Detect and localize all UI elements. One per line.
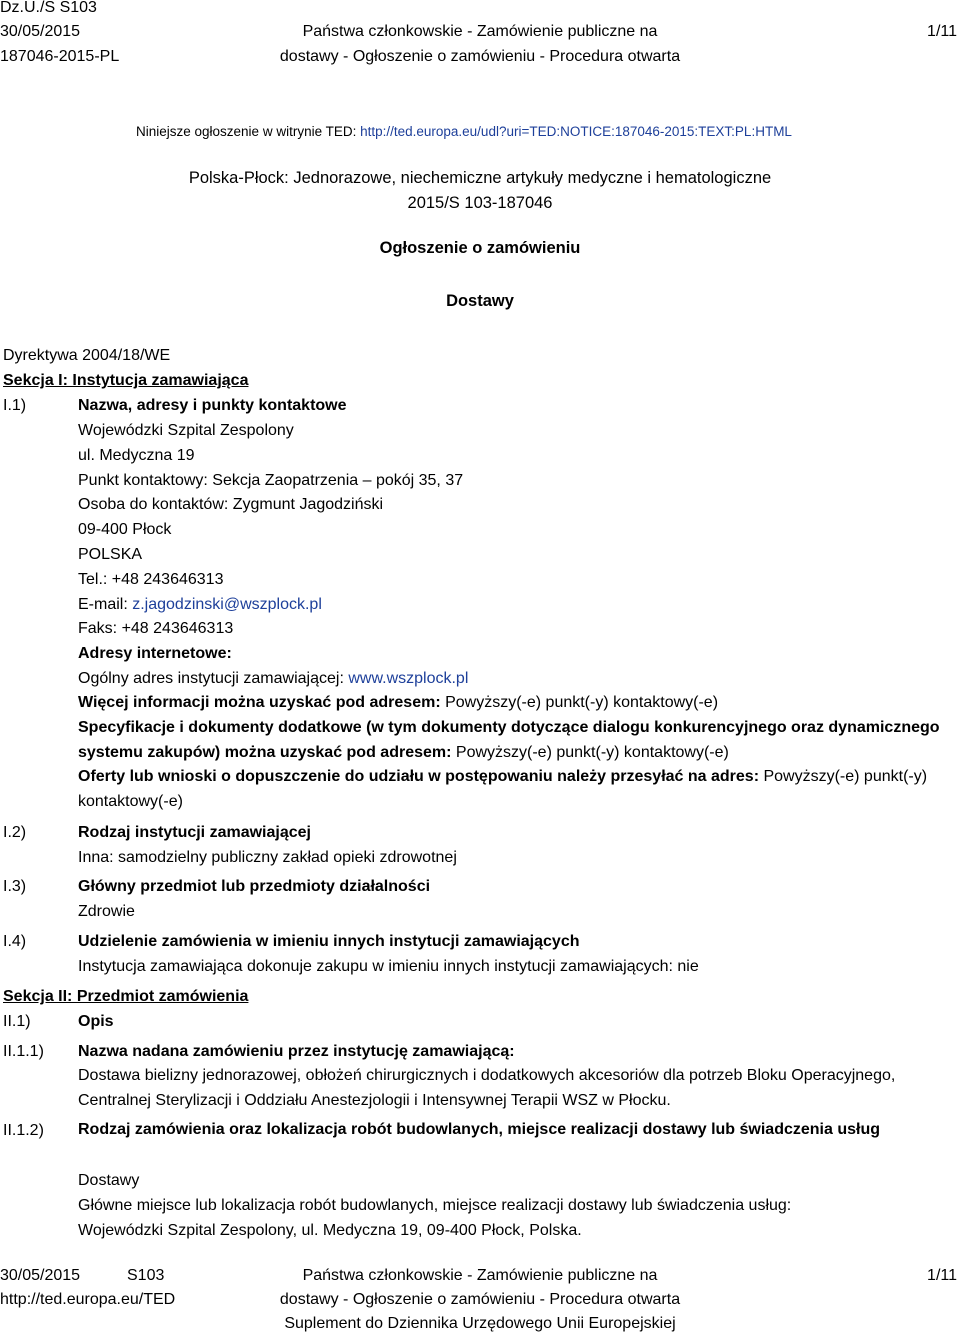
section-i4-title: Udzielenie zamówienia w imieniu innych instytucji zamawiających: [78, 933, 580, 950]
section-ii11-number: II.1.1): [3, 1043, 44, 1060]
offers-value: Powyższy(-e) punkt(-y) kontaktowy(-e): [78, 768, 928, 810]
directive: Dyrektywa 2004/18/WE: [3, 347, 171, 364]
section-i3-title: Główny przedmiot lub przedmioty działalności: [78, 878, 431, 895]
footer-page: 1/11: [927, 1267, 957, 1284]
footer-title-line1: Państwa członkowskie - Zamówienie publiczne na: [302, 1267, 658, 1284]
specs-label: Specyfikacje i dokumenty dodatkowe (w tym dokumenty dotyczące dialogu konkurencyjnego oraz dynamicznego systemu zakupów) można uzyskać pod adresem:: [78, 719, 940, 761]
general-address-line: [78, 669, 468, 688]
section-i4-number: I.4): [3, 933, 27, 950]
specs-info: [78, 716, 950, 765]
postal-code: 09-400 Płock: [78, 521, 172, 538]
ted-notice-link[interactable]: http://ted.europa.eu/udl?uri=TED:NOTICE:187046-2015:TEXT:PL:HTML: [360, 124, 792, 139]
section-i2-title: Rodzaj instytucji zamawiającej: [78, 824, 311, 841]
more-info-value: Powyższy(-e) punkt(-y) kontaktowy(-e): [440, 694, 719, 711]
section-ii1-number: II.1): [3, 1013, 31, 1030]
telephone: Tel.: +48 243646313: [78, 571, 224, 588]
footer-title-line3: Suplement do Dziennika Urzędowego Unii Europejskiej: [284, 1315, 676, 1332]
general-address-label: Ogólny adres instytucji zamawiającej:: [78, 670, 349, 687]
fax: Faks: +48 243646313: [78, 620, 234, 637]
section-1-heading: Sekcja I: Instytucja zamawiająca: [3, 372, 249, 389]
org-name: Wojewódzki Szpital Zespolony: [78, 422, 294, 439]
email-line: [78, 595, 322, 614]
section-ii12-place-label: Główne miejsce lub lokalizacja robót budowlanych, miejsce realizacji dostawy lub świadczenia usług:: [78, 1197, 792, 1214]
header-page: 1/11: [927, 23, 957, 40]
section-i3-number: I.3): [3, 878, 27, 895]
notice-number: 2015/S 103-187046: [407, 194, 553, 212]
section-i4-value: Instytucja zamawiająca dokonuje zakupu w imieniu innych instytucji zamawiających: nie: [78, 958, 699, 975]
header-notice-ref: 187046-2015-PL: [0, 48, 120, 65]
org-street: ul. Medyczna 19: [78, 447, 195, 464]
header-title-line1: Państwa członkowskie - Zamówienie publiczne na: [302, 23, 658, 40]
offers-label: Oferty lub wnioski o dopuszczenie do udziału w postępowaniu należy przesyłać na adres:: [78, 768, 760, 785]
section-2-heading: Sekcja II: Przedmiot zamówienia: [3, 988, 249, 1005]
contact-person: Osoba do kontaktów: Zygmunt Jagodziński: [78, 496, 384, 513]
section-ii12-number: II.1.2): [3, 1122, 44, 1139]
section-i2-number: I.2): [3, 824, 27, 841]
notice-title: Polska-Płock: Jednorazowe, niechemiczne artykuły medyczne i hematologiczne: [188, 169, 772, 187]
section-ii12-place-value: Wojewódzki Szpital Zespolony, ul. Medyczna 19, 09-400 Płock, Polska.: [78, 1222, 582, 1239]
internet-addresses-label: Adresy internetowe:: [78, 645, 232, 662]
offers-info: [78, 765, 950, 814]
email-label: E-mail:: [78, 596, 133, 613]
header-journal: Dz.U./S S103: [0, 0, 97, 16]
more-info-label: Więcej informacji można uzyskać pod adresem:: [78, 694, 441, 711]
footer-url: http://ted.europa.eu/TED: [0, 1291, 176, 1308]
section-ii12-value: Dostawy: [78, 1172, 140, 1189]
footer-journal: S103: [127, 1267, 165, 1284]
section-i2-value: Inna: samodzielny publiczny zakład opieki zdrowotnej: [78, 849, 457, 866]
section-i1-title: Nazwa, adresy i punkty kontaktowe: [78, 397, 347, 414]
section-ii11-value: Dostawa bielizny jednorazowej, obłożeń chirurgicznych i dodatkowych akcesoriów dla potrzeb Bloku Operacyjnego, Centralnej Sterylizacji i Oddziału Anestezjologii i Intensywnej Terapii WSZ w Płocku.: [78, 1067, 896, 1109]
contract-type: Dostawy: [446, 292, 514, 310]
header-date: 30/05/2015: [0, 23, 81, 40]
section-ii11-title: Nazwa nadana zamówieniu przez instytucję zamawiającą:: [78, 1043, 515, 1060]
footer-title-line2: dostawy - Ogłoszenie o zamówieniu - Procedura otwarta: [279, 1291, 681, 1308]
section-i3-value: Zdrowie: [78, 903, 135, 920]
general-address-link[interactable]: www.wszplock.pl: [348, 670, 469, 687]
notice-type: Ogłoszenie o zamówieniu: [379, 239, 581, 257]
specs-value: Powyższy(-e) punkt(-y) kontaktowy(-e): [451, 743, 729, 761]
footer-date: 30/05/2015: [0, 1267, 81, 1284]
contact-point: Punkt kontaktowy: Sekcja Zaopatrzenia – pokój 35, 37: [78, 472, 464, 489]
more-info: [78, 691, 950, 716]
ted-link-line: [136, 124, 792, 140]
section-ii1-title: Opis: [78, 1013, 114, 1030]
header-title-line2: dostawy - Ogłoszenie o zamówieniu - Procedura otwarta: [279, 48, 681, 65]
email-link[interactable]: z.jagodzinski@wszplock.pl: [132, 596, 322, 613]
ted-link-prefix: Niniejsze ogłoszenie w witrynie TED:: [136, 124, 361, 139]
section-ii12-title: Rodzaj zamówienia oraz lokalizacja robót budowlanych, miejsce realizacji dostawy lub świadczenia usług: [78, 1121, 880, 1138]
section-i1-number: I.1): [3, 397, 27, 414]
country: POLSKA: [78, 546, 143, 563]
